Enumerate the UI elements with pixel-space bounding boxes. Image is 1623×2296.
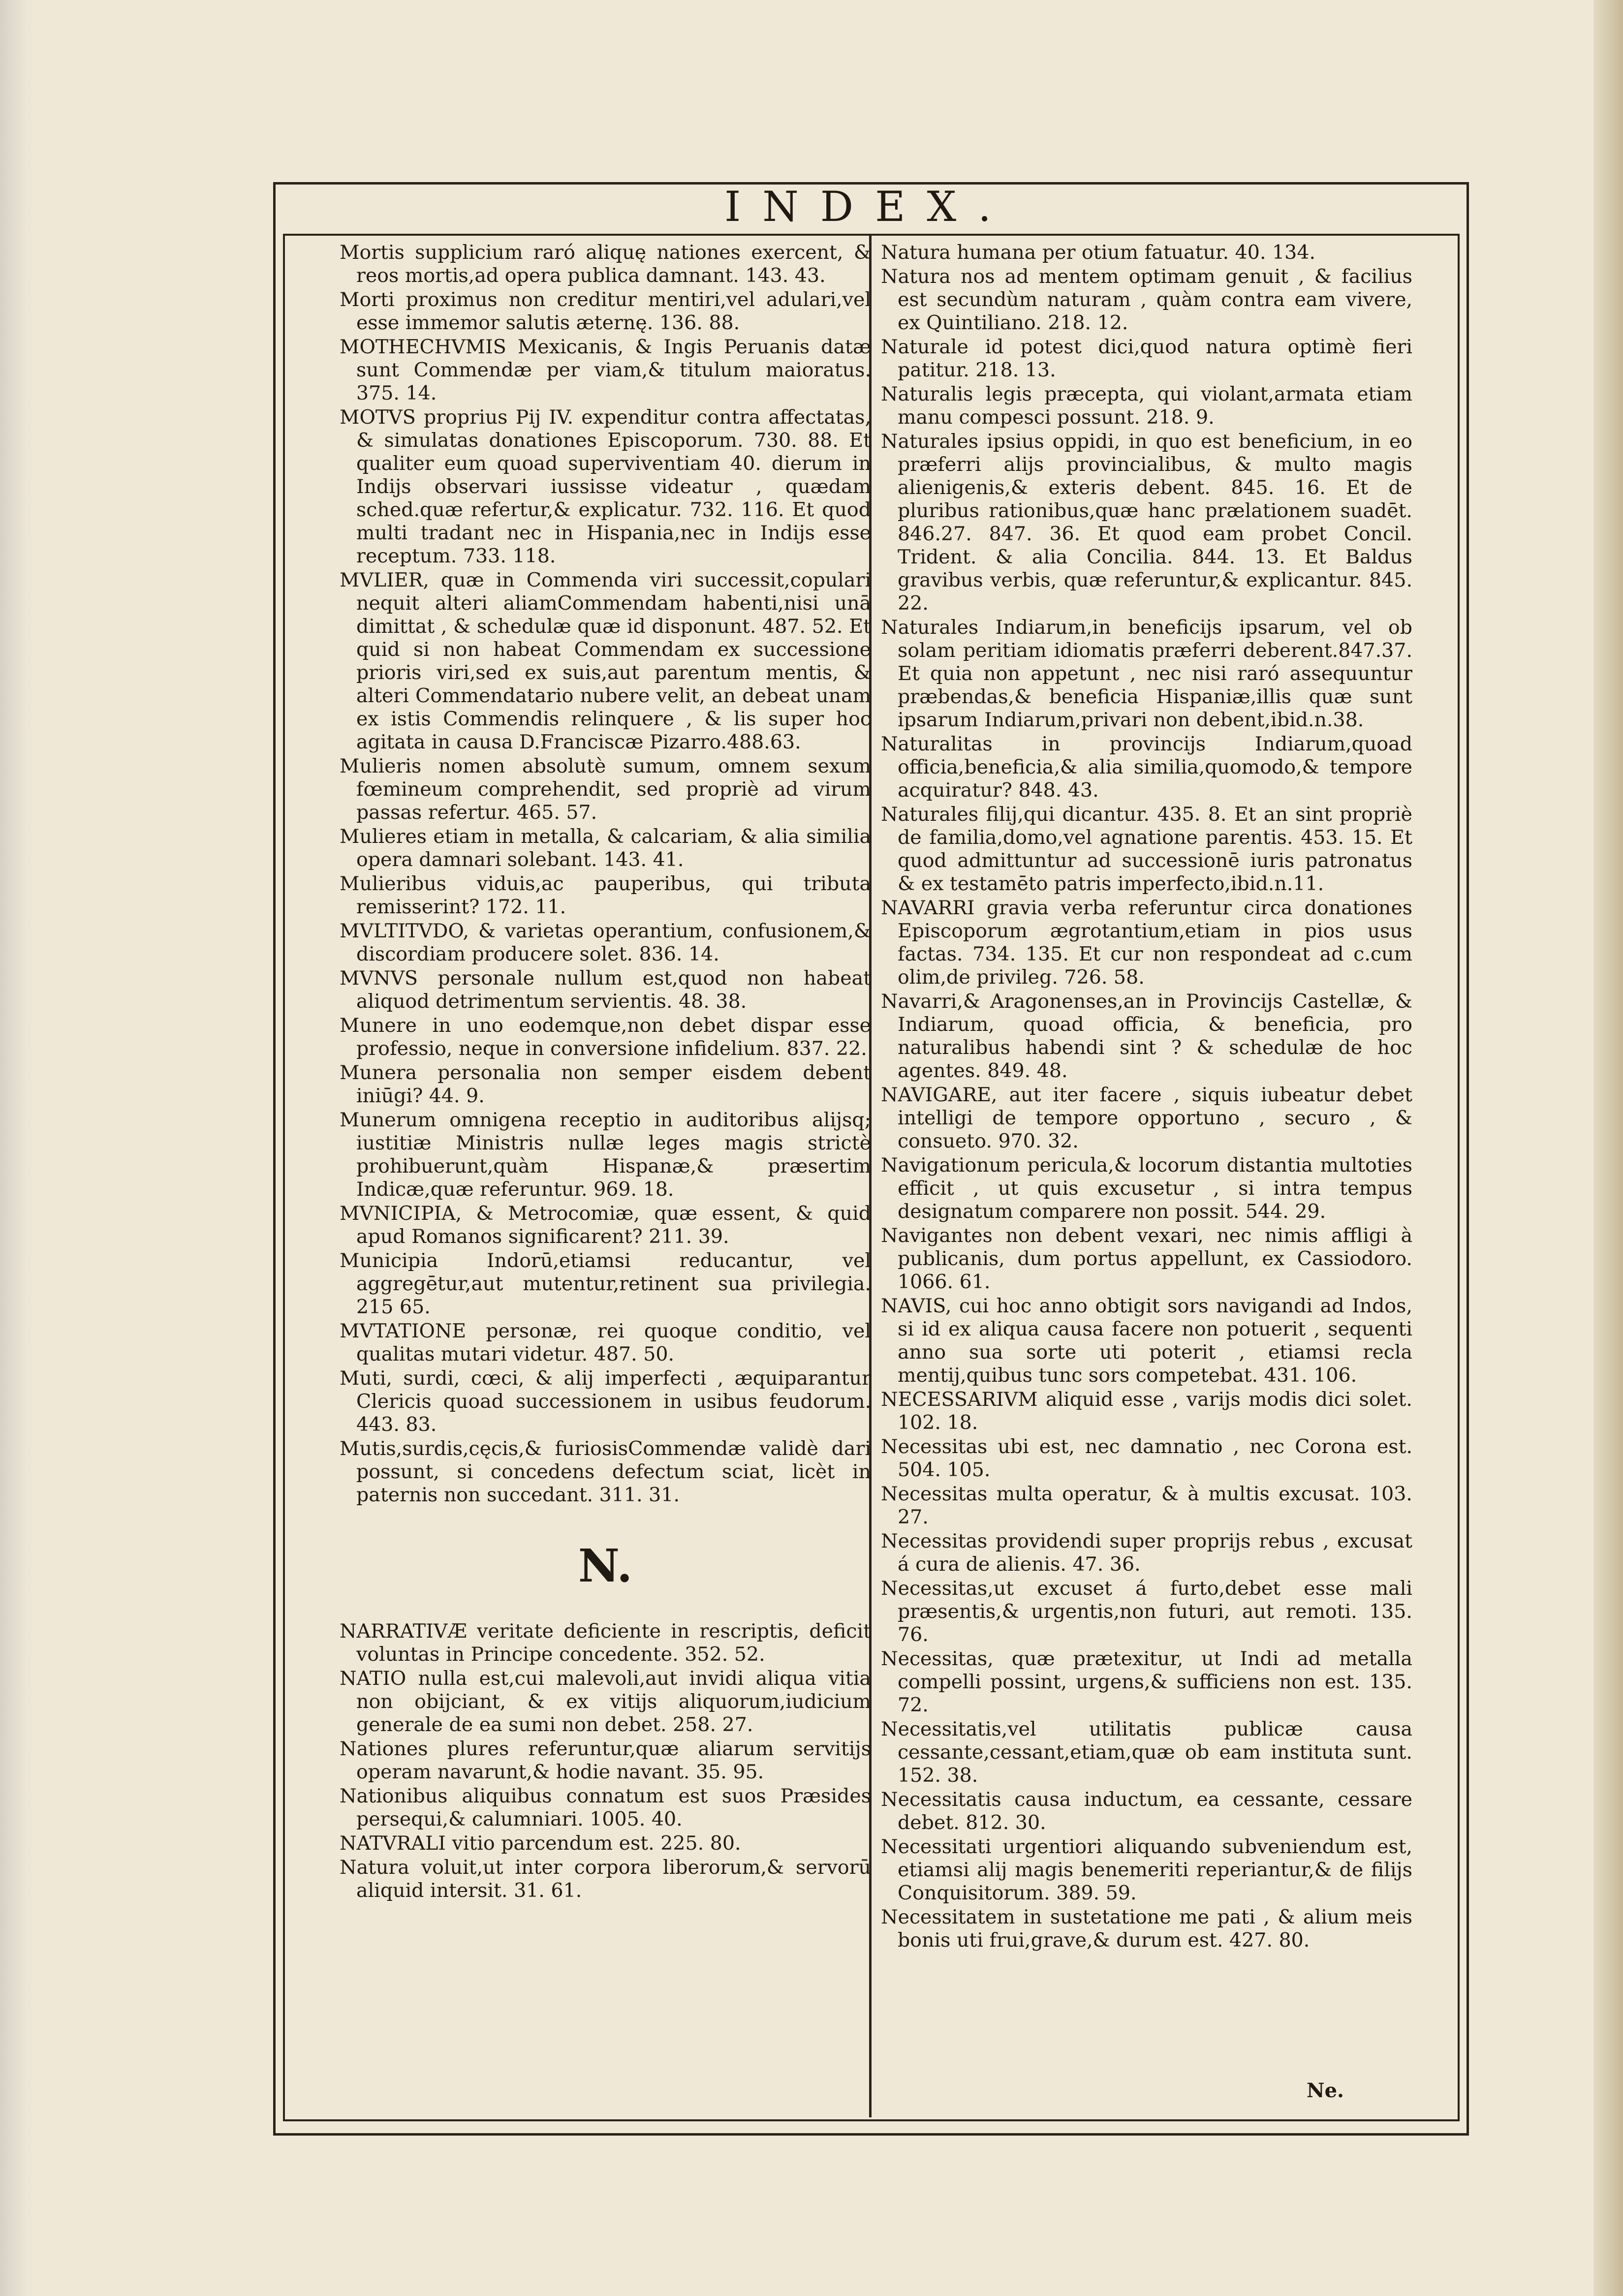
index-entry: Navigantes non debent vexari, nec nimis affligi à publicanis, dum portus appellunt, ex Cassiodoro. 1066. 61. — [881, 1224, 1412, 1293]
index-entry: Navarri,& Aragonenses,an in Provincijs Castellæ, & Indiarum, quoad officia, & beneficia, pro naturalibus habendi sint ? & schedulæ de hoc agentes. 849. 48. — [881, 990, 1412, 1082]
index-entry: Necessitatis causa inductum, ea cessante, cessare debet. 812. 30. — [881, 1788, 1412, 1834]
index-entry: Natura humana per otium fatuatur. 40. 134. — [881, 241, 1316, 264]
left-column — [340, 241, 871, 1903]
index-entry: NATVRALI vitio parcendum est. 225. 80. — [340, 1832, 741, 1855]
index-entry: NECESSARIVM aliquid esse , varijs modis dici solet. 102. 18. — [881, 1388, 1412, 1434]
index-entry: Necessitas,ut excuset á furto,debet esse mali præsentis,& urgentis,non futuri, aut remoti. 135. 76. — [881, 1577, 1412, 1646]
index-entry: MVLTITVDO, & varietas operantium, confusionem,& discordiam producere solet. 836. 14. — [340, 920, 871, 965]
index-entry: Mulieribus viduis,ac pauperibus, qui tributa remisserint? 172. 11. — [340, 872, 871, 918]
index-entry: Naturales filij,qui dicantur. 435. 8. Et an sint propriè de familia,domo,vel agnatione parentis. 453. 15. Et quod admittuntur ad successionē iuris patronatus & ex testamēto patris imperfecto,ibid.n.11. — [881, 803, 1412, 895]
index-entry: MOTVS proprius Pij IV. expenditur contra affectatas, & simulatas donationes Episcoporum. 730. 88. Et qualiter eum quoad superviventiam 40. dierum in Indijs observari iussisse videatur , quædam sched.quæ refertur,& explicatur. 732. 116. Et quod multi tradant nec in Hispania,nec in Indijs esse receptum. 733. 118. — [340, 406, 871, 567]
index-section-n-continued — [881, 241, 1412, 1952]
index-entry: Muti, surdi, cœci, & alij imperfecti , æquiparantur Clericis quoad successionem in usibus feudorum. 443. 83. — [340, 1367, 871, 1436]
page-edge-left — [0, 0, 44, 2296]
index-entry: Mulieris nomen absolutè sumum, omnem sexum fœmineum comprehendit, sed propriè ad virum passas refertur. 465. 57. — [340, 755, 871, 824]
catchword: Ne. — [1307, 2079, 1344, 2102]
index-entry: Nationes plures referuntur,quæ aliarum servitijs operam navarunt,& hodie navant. 35. 95. — [340, 1738, 871, 1783]
index-entry: NAVIS, cui hoc anno obtigit sors navigandi ad Indos, si id ex aliqua causa facere non potuerit , sequenti anno sua sorte uti poterit , etiamsi recla mentij,quibus tunc sors competebat. 431. 106. — [881, 1295, 1412, 1387]
index-entry: NAVARRI gravia verba referuntur circa donationes Episcoporum ægrotantium,etiam in pios usus factas. 734. 135. Et cur non respondeat ad c.cum olim,de privileg. 726. 58. — [881, 897, 1412, 989]
index-entry: NARRATIVÆ veritate deficiente in rescriptis, deficit voluntas in Principe concedente. 352. 52. — [340, 1620, 871, 1666]
index-entry: Mutis,surdis,cęcis,& furiosisCommendæ validè dari possunt, si concedens defectum sciat, licèt in paternis non succedant. 311. 31. — [340, 1437, 871, 1506]
index-section-n — [340, 1620, 871, 1902]
index-entry: Naturalitas in provincijs Indiarum,quoad officia,beneficia,& alia similia,quomodo,& tempore acquiratur? 848. 43. — [881, 733, 1412, 802]
index-entry: Morti proximus non creditur mentiri,vel adulari,vel esse immemor salutis æternę. 136. 88. — [340, 288, 871, 334]
index-entry: Natura voluit,ut inter corpora liberorum,& servorū aliquid intersit. 31. 61. — [340, 1856, 871, 1902]
index-section-m — [340, 241, 871, 1507]
index-entry: Munera personalia non semper eisdem debent iniūgi? 44. 9. — [340, 1061, 871, 1107]
index-entry: Mulieres etiam in metalla, & calcariam, & alia similia opera damnari solebant. 143. 41. — [340, 825, 871, 871]
index-entry: Munere in uno eodemque,non debet dispar esse professio, neque in conversione infidelium. 837. 22. — [340, 1014, 871, 1060]
index-entry: NAVIGARE, aut iter facere , siquis iubeatur debet intelligi de tempore opportuno , securo , & consueto. 970. 32. — [881, 1084, 1412, 1152]
index-entry: MOTHECHVMIS Mexicanis, & Ingis Peruanis datæ sunt Commendæ per viam,& titulum maioratus. 375. 14. — [340, 336, 871, 404]
index-entry: Natura nos ad mentem optimam genuit , & facilius est secundùm naturam , quàm contra eam vivere, ex Quintiliano. 218. 12. — [881, 265, 1412, 334]
index-entry: Mortis supplicium raró aliquę nationes exercent, & reos mortis,ad opera publica damnant. 143. 43. — [340, 241, 871, 287]
index-entry: Naturalis legis præcepta, qui violant,armata etiam manu compesci possunt. 218. 9. — [881, 383, 1412, 429]
index-entry: MVTATIONE personæ, rei quoque conditio, vel qualitas mutari videtur. 487. 50. — [340, 1320, 871, 1365]
right-column — [881, 241, 1412, 1953]
page-edge-right — [1593, 0, 1623, 2296]
index-entry: Municipia Indorū,etiamsi reducantur, vel aggregētur,aut mutentur,retinent sua privilegia. 215 65. — [340, 1249, 871, 1318]
index-entry: Naturales Indiarum,in beneficijs ipsarum, vel ob solam peritiam idiomatis præferri deberent.847.37. Et quia non appetunt , nec nisi raró assequuntur præbendas,& beneficia Hispaniæ,illis quæ sunt ipsarum Indiarum,privari non debent,ibid.n.38. — [881, 616, 1412, 731]
index-entry: MVNVS personale nullum est,quod non habeat aliquod detrimentum servientis. 48. 38. — [340, 967, 871, 1013]
index-entry: NATIO nulla est,cui malevoli,aut invidi aliqua vitia non obijciant, & ex vitijs aliquorum,iudicium generale de ea sumi non debet. 258. 27. — [340, 1667, 871, 1736]
index-entry: Navigationum pericula,& locorum distantia multoties efficit , ut quis excusetur , si intra tempus designatum comparere non possit. 544. 29. — [881, 1154, 1412, 1223]
index-entry: Nationibus aliquibus connatum est suos Præsides persequi,& calumniari. 1005. 40. — [340, 1785, 871, 1831]
index-entry: Necessitas ubi est, nec damnatio , nec Corona est. 504. 105. — [881, 1435, 1412, 1481]
index-entry: Necessitatis,vel utilitatis publicæ causa cessante,cessant,etiam,quæ ob eam instituta sunt. 152. 38. — [881, 1718, 1412, 1787]
index-entry: Necessitatem in sustetatione me pati , & alium meis bonis uti frui,grave,& durum est. 427. 80. — [881, 1906, 1412, 1952]
section-letter-n: N. — [578, 1539, 633, 1592]
index-entry: Naturale id potest dici,quod natura optimè fieri patitur. 218. 13. — [881, 336, 1412, 381]
index-entry: MVNICIPIA, & Metrocomiæ, quæ essent, & quid apud Romanos significarent? 211. 39. — [340, 1202, 871, 1248]
index-entry: Munerum omnigena receptio in auditoribus alijsq; iustitiæ Ministris nullæ leges magis strictè prohibuerunt,quàm Hispanæ,& præsertim Indicæ,quæ referuntur. 969. 18. — [340, 1109, 871, 1201]
index-entry: Necessitati urgentiori aliquando subveniendum est, etiamsi alij magis benemeriti reperiantur,& de filijs Conquisitorum. 389. 59. — [881, 1835, 1412, 1904]
index-entry: Naturales ipsius oppidi, in quo est beneficium, in eo præferri alijs provincialibus, & multo magis alienigenis,& exteris debent. 845. 16. Et de pluribus rationibus,quæ hanc prælationem suadēt. 846.27. 847. 36. Et quod eam probet Concil. Trident. & alia Concilia. 844. 13. Et Baldus gravibus verbis, quæ referuntur,& explicantur. 845. 22. — [881, 430, 1412, 615]
index-entry: Necessitas providendi super proprijs rebus , excusat á cura de alienis. 47. 36. — [881, 1530, 1412, 1576]
index-entry: Necessitas multa operatur, & à multis excusat. 103. 27. — [881, 1483, 1412, 1528]
index-entry: Necessitas, quæ prætexitur, ut Indi ad metalla compelli possint, urgens,& sufficiens non est. 135. 72. — [881, 1647, 1412, 1716]
index-entry: MVLIER, quæ in Commenda viri successit,copulari nequit alteri aliamCommendam habenti,nisi unā dimittat , & schedulæ quæ id disponunt. 487. 52. Et quid si non habeat Commendam ex successione prioris viri,sed ex suis,aut parentum mentis, & alteri Commendatario nubere velit, an debeat unam ex istis Commendis relinquere , & lis super hoc agitata in causa D.Franciscæ Pizarro.488.63. — [340, 569, 871, 753]
page-title: INDEX. — [724, 183, 1013, 231]
